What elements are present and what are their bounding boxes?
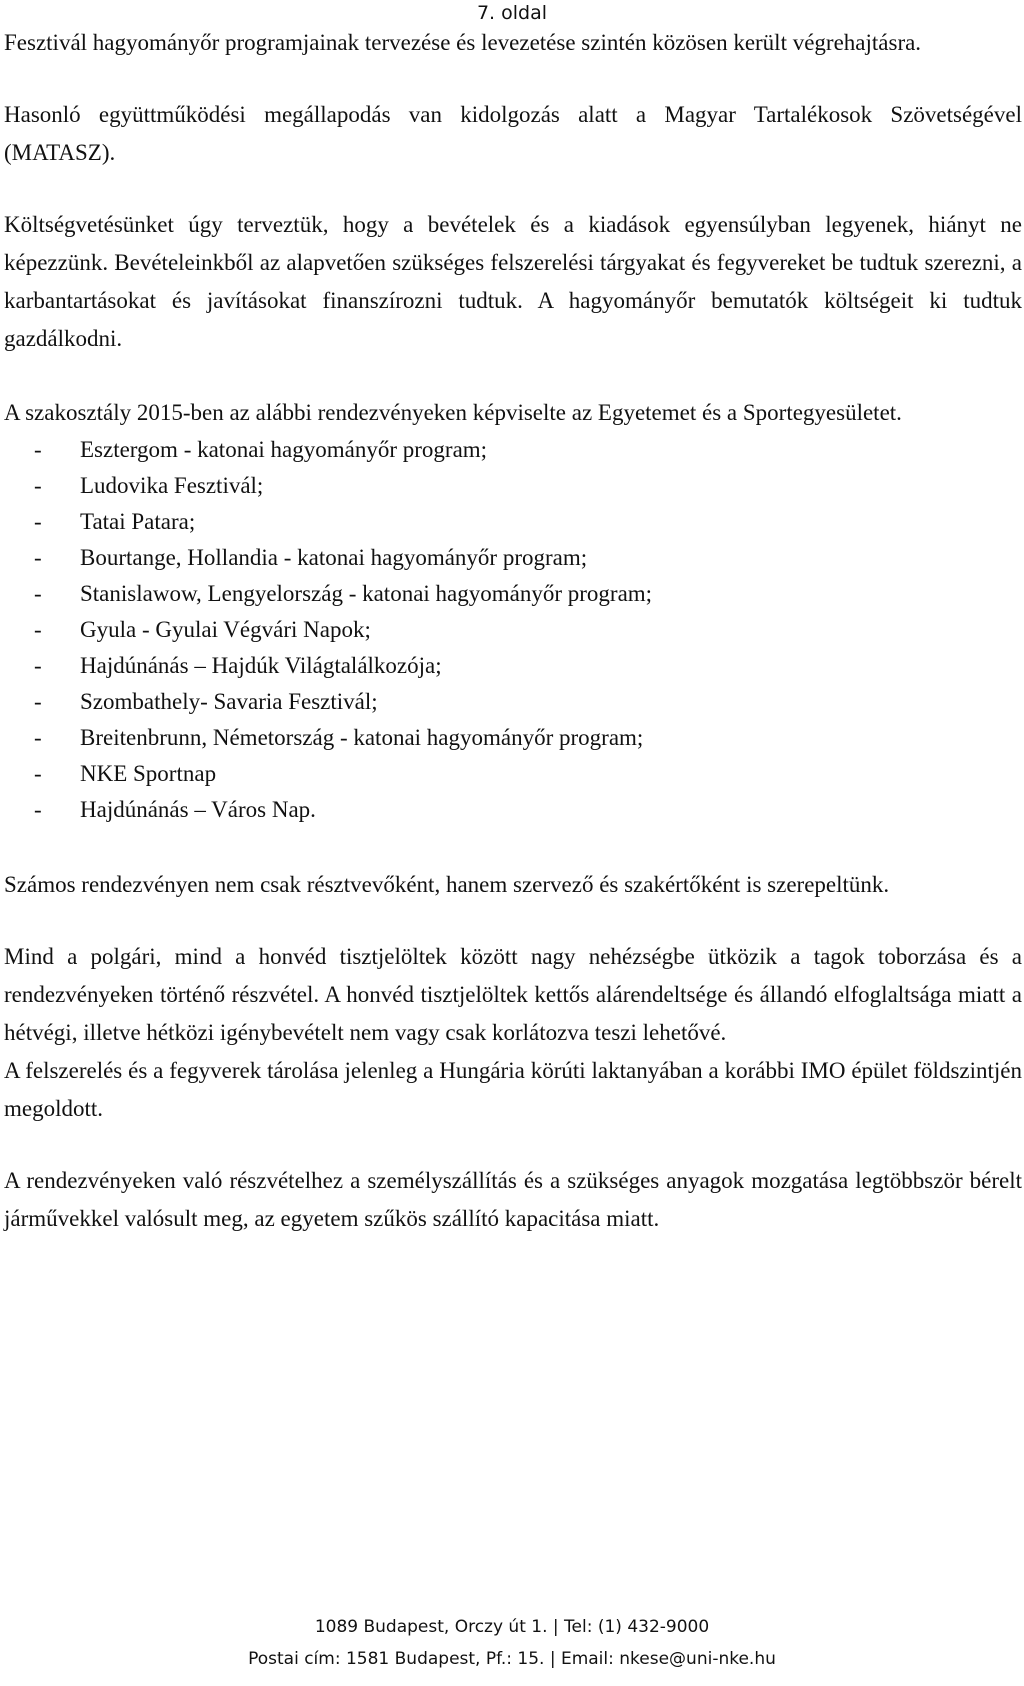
event-label: NKE Sportnap: [80, 761, 217, 786]
list-item: [4, 576, 1022, 612]
paragraph-events-intro: A szakosztály 2015-ben az alábbi rendezvényeken képviselte az Egyetemet és a Sportegyesületet.: [4, 400, 902, 425]
list-dash: -: [34, 797, 42, 822]
paragraph-matasz-agreement: Hasonló együttműködési megállapodás van kidolgozás alatt a Magyar Tartalékosok Szövetségével (MATASZ).: [4, 102, 1022, 165]
event-label: Gyula - Gyulai Végvári Napok;: [80, 617, 371, 642]
list-dash: -: [34, 437, 42, 462]
event-label: Esztergom - katonai hagyományőr program;: [80, 437, 488, 462]
event-label: Szombathely- Savaria Fesztivál;: [80, 689, 378, 714]
list-item: [4, 720, 1022, 756]
event-label: Tatai Patara;: [80, 509, 196, 534]
event-label: Ludovika Fesztivál;: [80, 473, 264, 498]
event-label: Breitenbrunn, Németország - katonai hagyományőr program;: [80, 725, 644, 750]
list-dash: -: [34, 761, 42, 786]
event-label: Hajdúnánás – Hajdúk Világtalálkozója;: [80, 653, 442, 678]
event-label: Hajdúnánás – Város Nap.: [80, 797, 316, 822]
list-item: [4, 432, 1022, 468]
list-dash: -: [34, 581, 42, 606]
list-item: [4, 540, 1022, 576]
paragraph-storage: A felszerelés és a fegyverek tárolása jelenleg a Hungária körúti laktanyában a korábbi IMO épület földszintjén megoldott.: [4, 1058, 1022, 1121]
list-item: [4, 468, 1022, 504]
list-dash: -: [34, 725, 42, 750]
list-dash: -: [34, 509, 42, 534]
list-item: [4, 792, 1022, 828]
document-body: [4, 24, 1022, 1238]
paragraph-budget: Költségvetésünket úgy terveztük, hogy a bevételek és a kiadások egyensúlyban legyenek, hiányt ne képezzünk. Bevételeinkből az alapvetően szükséges felszerelési tárgyakat és fegyvereket be tudtuk szerezni, a karbantartásokat és javításokat finanszírozni tudtuk. A hagyományőr bemutatók költségeit ki tudtuk gazdálkodni.: [4, 212, 1022, 351]
page-footer: [0, 1611, 1024, 1675]
page-number: 7. oldal: [476, 2, 548, 24]
paragraph-festival-programs: Fesztivál hagyományőr programjainak tervezése és levezetése szintén közösen került végrehajtásra.: [4, 30, 922, 55]
paragraph-transport: A rendezvényeken való részvételhez a személyszállítás és a szükséges anyagok mozgatása legtöbbször bérelt járművekkel valósult meg, az egyetem szűkös szállító kapacitása miatt.: [4, 1168, 1022, 1231]
list-item: [4, 756, 1022, 792]
event-label: Stanislawow, Lengyelország - katonai hagyományőr program;: [80, 581, 653, 606]
list-dash: -: [34, 617, 42, 642]
list-dash: -: [34, 689, 42, 714]
footer-address: 1089 Budapest, Orczy út 1. | Tel: (1) 432-9000: [314, 1617, 710, 1637]
paragraph-recruitment: Mind a polgári, mind a honvéd tisztjelöltek között nagy nehézségbe ütközik a tagok toborzása és a rendezvényeken történő részvétel. A honvéd tisztjelöltek kettős alárendeltsége és állandó elfoglaltsága miatt a hétvégi, illetve hétközi igénybevételt nem vagy csak korlátozva teszi lehetővé.: [4, 944, 1022, 1045]
list-dash: -: [34, 545, 42, 570]
list-item: [4, 684, 1022, 720]
list-dash: -: [34, 473, 42, 498]
events-list: [4, 432, 1022, 828]
event-label: Bourtange, Hollandia - katonai hagyományőr program;: [80, 545, 588, 570]
paragraph-roles: Számos rendezvényen nem csak résztvevőként, hanem szervező és szakértőként is szerepeltünk.: [4, 872, 890, 897]
list-item: [4, 504, 1022, 540]
footer-postal-contact: Postai cím: 1581 Budapest, Pf.: 15. | Email: nkese@uni-nke.hu: [248, 1649, 776, 1669]
list-item: [4, 612, 1022, 648]
list-item: [4, 648, 1022, 684]
list-dash: -: [34, 653, 42, 678]
